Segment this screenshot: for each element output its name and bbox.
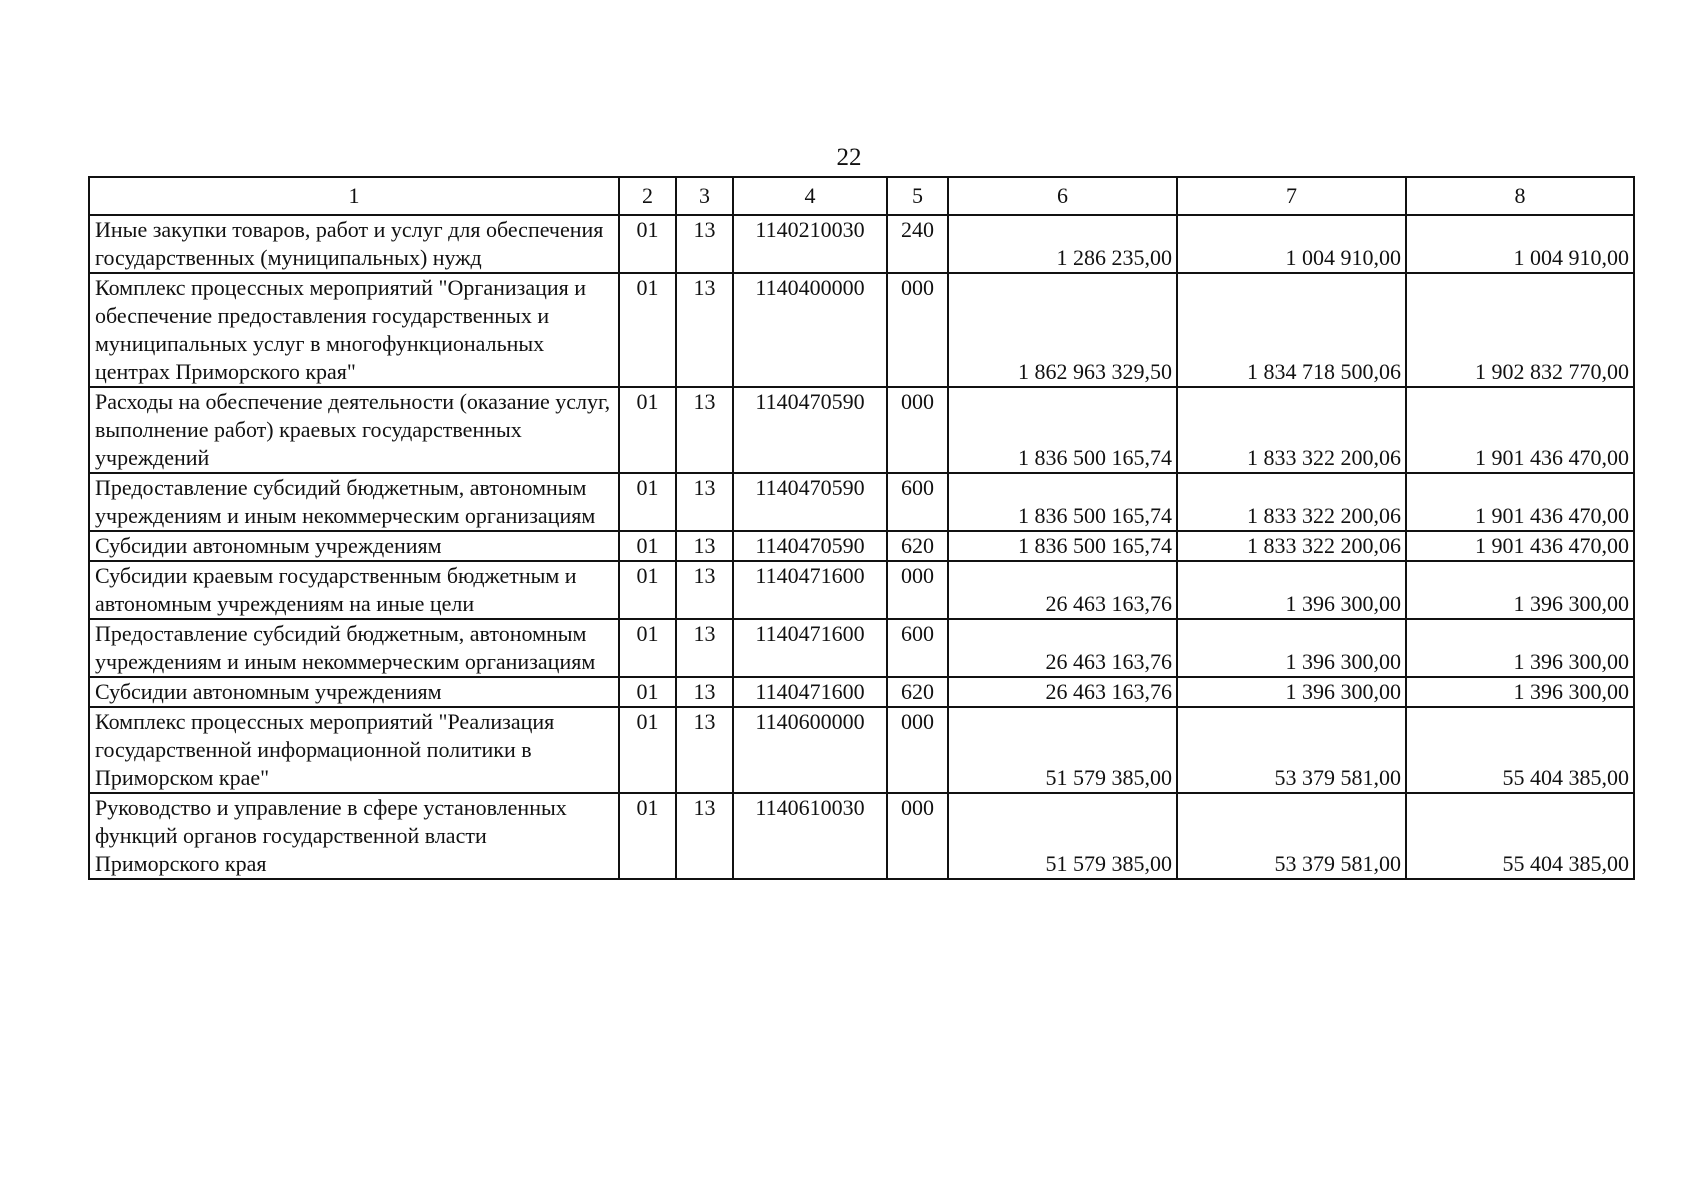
target-article-cell: 1140471600 <box>733 561 887 619</box>
target-article-cell: 1140600000 <box>733 707 887 793</box>
subsection-code-cell: 13 <box>676 677 733 707</box>
section-code-cell: 01 <box>619 561 676 619</box>
target-article-cell: 1140610030 <box>733 793 887 879</box>
row-name-cell: Комплекс процессных мероприятий "Организация и обеспечение предоставления государственных и муниципальных услуг в многофункциональных центрах Приморского края" <box>89 273 619 387</box>
column-header: 4 <box>733 177 887 215</box>
amount-year2-cell: 1 833 322 200,06 <box>1177 473 1406 531</box>
subsection-code-cell: 13 <box>676 531 733 561</box>
expense-type-cell: 600 <box>887 473 948 531</box>
section-code-cell: 01 <box>619 619 676 677</box>
table-row <box>89 677 1634 707</box>
subsection-code-cell: 13 <box>676 473 733 531</box>
amount-year2-cell: 1 004 910,00 <box>1177 215 1406 273</box>
amount-year2-cell: 1 833 322 200,06 <box>1177 531 1406 561</box>
section-code-cell: 01 <box>619 531 676 561</box>
column-header: 2 <box>619 177 676 215</box>
target-article-cell: 1140210030 <box>733 215 887 273</box>
amount-year1-cell: 26 463 163,76 <box>948 619 1177 677</box>
amount-year3-cell: 55 404 385,00 <box>1406 707 1634 793</box>
table-row <box>89 215 1634 273</box>
section-code-cell: 01 <box>619 707 676 793</box>
amount-year1-cell: 26 463 163,76 <box>948 677 1177 707</box>
subsection-code-cell: 13 <box>676 561 733 619</box>
row-name-cell: Комплекс процессных мероприятий "Реализация государственной информационной политики в Приморском крае" <box>89 707 619 793</box>
row-name-cell: Субсидии краевым государственным бюджетным и автономным учреждениям на иные цели <box>89 561 619 619</box>
amount-year3-cell: 55 404 385,00 <box>1406 793 1634 879</box>
expense-type-cell: 240 <box>887 215 948 273</box>
row-name-cell: Субсидии автономным учреждениям <box>89 677 619 707</box>
amount-year3-cell: 1 901 436 470,00 <box>1406 531 1634 561</box>
table-header-row <box>89 177 1634 215</box>
subsection-code-cell: 13 <box>676 387 733 473</box>
amount-year3-cell: 1 396 300,00 <box>1406 619 1634 677</box>
amount-year1-cell: 1 836 500 165,74 <box>948 473 1177 531</box>
column-header: 5 <box>887 177 948 215</box>
column-header: 1 <box>89 177 619 215</box>
table-row <box>89 473 1634 531</box>
amount-year1-cell: 51 579 385,00 <box>948 793 1177 879</box>
amount-year2-cell: 1 396 300,00 <box>1177 561 1406 619</box>
budget-table <box>88 176 1635 880</box>
subsection-code-cell: 13 <box>676 273 733 387</box>
row-name-cell: Предоставление субсидий бюджетным, автономным учреждениям и иным некоммерческим организациям <box>89 473 619 531</box>
amount-year2-cell: 53 379 581,00 <box>1177 707 1406 793</box>
expense-type-cell: 000 <box>887 561 948 619</box>
subsection-code-cell: 13 <box>676 215 733 273</box>
row-name-cell: Иные закупки товаров, работ и услуг для обеспечения государственных (муниципальных) нужд <box>89 215 619 273</box>
amount-year1-cell: 1 836 500 165,74 <box>948 387 1177 473</box>
amount-year1-cell: 26 463 163,76 <box>948 561 1177 619</box>
target-article-cell: 1140471600 <box>733 619 887 677</box>
amount-year3-cell: 1 902 832 770,00 <box>1406 273 1634 387</box>
expense-type-cell: 620 <box>887 531 948 561</box>
amount-year2-cell: 1 833 322 200,06 <box>1177 387 1406 473</box>
column-header: 8 <box>1406 177 1634 215</box>
table-row <box>89 619 1634 677</box>
amount-year3-cell: 1 396 300,00 <box>1406 677 1634 707</box>
column-header: 3 <box>676 177 733 215</box>
column-header: 7 <box>1177 177 1406 215</box>
row-name-cell: Расходы на обеспечение деятельности (оказание услуг, выполнение работ) краевых государственных учреждений <box>89 387 619 473</box>
row-name-cell: Предоставление субсидий бюджетным, автономным учреждениям и иным некоммерческим организациям <box>89 619 619 677</box>
expense-type-cell: 620 <box>887 677 948 707</box>
amount-year2-cell: 53 379 581,00 <box>1177 793 1406 879</box>
section-code-cell: 01 <box>619 387 676 473</box>
expense-type-cell: 000 <box>887 707 948 793</box>
table-row <box>89 561 1634 619</box>
target-article-cell: 1140470590 <box>733 531 887 561</box>
section-code-cell: 01 <box>619 793 676 879</box>
table-row <box>89 273 1634 387</box>
section-code-cell: 01 <box>619 215 676 273</box>
section-code-cell: 01 <box>619 677 676 707</box>
amount-year3-cell: 1 901 436 470,00 <box>1406 387 1634 473</box>
amount-year1-cell: 1 286 235,00 <box>948 215 1177 273</box>
row-name-cell: Субсидии автономным учреждениям <box>89 531 619 561</box>
target-article-cell: 1140470590 <box>733 473 887 531</box>
amount-year3-cell: 1 396 300,00 <box>1406 561 1634 619</box>
amount-year2-cell: 1 834 718 500,06 <box>1177 273 1406 387</box>
amount-year1-cell: 1 862 963 329,50 <box>948 273 1177 387</box>
table-row <box>89 707 1634 793</box>
row-name-cell: Руководство и управление в сфере установленных функций органов государственной власти Приморского края <box>89 793 619 879</box>
subsection-code-cell: 13 <box>676 707 733 793</box>
amount-year3-cell: 1 004 910,00 <box>1406 215 1634 273</box>
column-header: 6 <box>948 177 1177 215</box>
target-article-cell: 1140400000 <box>733 273 887 387</box>
table-row <box>89 793 1634 879</box>
table-row <box>89 387 1634 473</box>
amount-year2-cell: 1 396 300,00 <box>1177 619 1406 677</box>
section-code-cell: 01 <box>619 473 676 531</box>
section-code-cell: 01 <box>619 273 676 387</box>
expense-type-cell: 000 <box>887 387 948 473</box>
table-row <box>89 531 1634 561</box>
subsection-code-cell: 13 <box>676 793 733 879</box>
expense-type-cell: 600 <box>887 619 948 677</box>
expense-type-cell: 000 <box>887 273 948 387</box>
amount-year1-cell: 1 836 500 165,74 <box>948 531 1177 561</box>
expense-type-cell: 000 <box>887 793 948 879</box>
amount-year3-cell: 1 901 436 470,00 <box>1406 473 1634 531</box>
amount-year2-cell: 1 396 300,00 <box>1177 677 1406 707</box>
target-article-cell: 1140470590 <box>733 387 887 473</box>
amount-year1-cell: 51 579 385,00 <box>948 707 1177 793</box>
target-article-cell: 1140471600 <box>733 677 887 707</box>
subsection-code-cell: 13 <box>676 619 733 677</box>
page-number: 22 <box>836 144 862 171</box>
